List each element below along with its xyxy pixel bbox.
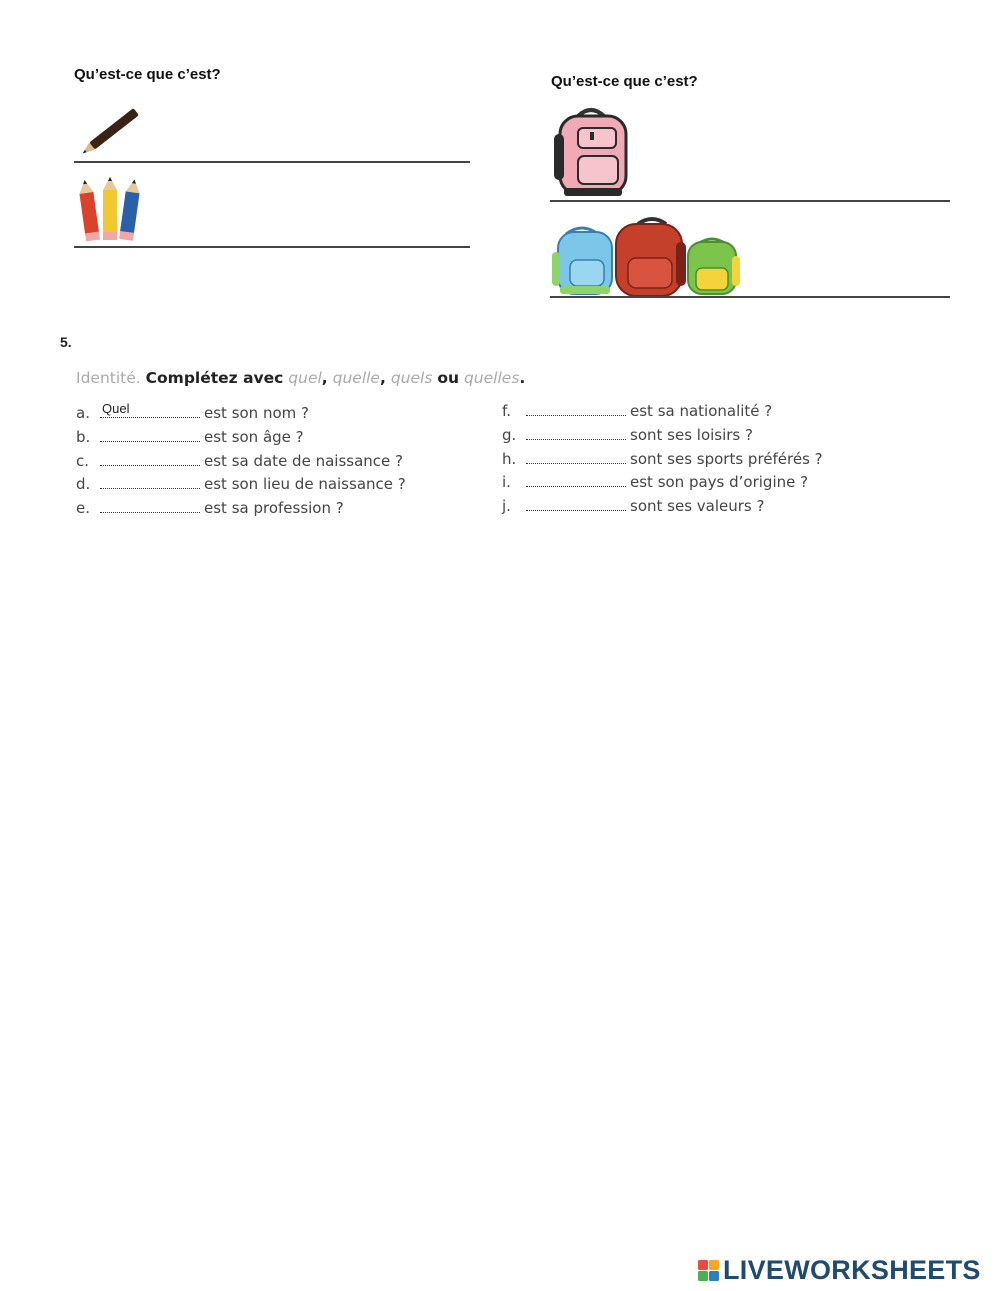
row-letter: h. [502, 450, 517, 468]
right-question-title: Qu’est-ce que c’est? [551, 73, 698, 90]
answer-input-pencil[interactable] [180, 132, 464, 158]
backpack-icon [550, 104, 632, 198]
answer-line [74, 246, 470, 248]
row-letter: j. [502, 497, 511, 515]
instruction-end: . [519, 369, 526, 387]
row-text: est sa nationalité ? [630, 402, 773, 420]
row-letter: e. [76, 499, 90, 517]
blank-field[interactable] [100, 498, 200, 513]
blank-field[interactable] [526, 401, 626, 416]
blank-field[interactable] [526, 425, 626, 440]
colored-pencils-icon [74, 176, 146, 244]
row-letter: i. [502, 473, 511, 491]
separator: , [379, 369, 386, 387]
left-question-title: Qu’est-ce que c’est? [74, 66, 221, 83]
answer-line [550, 296, 950, 298]
row-letter: b. [76, 428, 91, 446]
answer-input-backpack[interactable] [650, 170, 944, 196]
answer-line [74, 161, 470, 163]
row-text: est son âge ? [204, 428, 304, 446]
blank-fill: Quel [102, 401, 130, 416]
row-letter: d. [76, 475, 91, 493]
exercise-row-g [502, 425, 753, 444]
exercise-row-a [76, 403, 309, 422]
blank-field[interactable] [526, 449, 626, 464]
exercise-row-b [76, 427, 304, 446]
blank-field[interactable] [100, 474, 200, 489]
blank-field[interactable] [526, 472, 626, 487]
answer-input-backpacks[interactable] [750, 266, 944, 292]
logo-text: LIVEWORKSHEETS [723, 1255, 981, 1285]
exercise-row-j [502, 496, 764, 515]
blank-field[interactable] [100, 403, 200, 418]
row-letter: a. [76, 404, 90, 422]
exercise-row-c [76, 451, 403, 470]
exercise-row-f [502, 401, 772, 420]
word-quel: quel [288, 369, 322, 387]
word-quelle: quelle [332, 369, 380, 387]
liveworksheets-logo-icon [698, 1260, 720, 1282]
blank-field[interactable] [100, 427, 200, 442]
liveworksheets-logo [698, 1255, 981, 1286]
row-letter: c. [76, 452, 90, 470]
exercise-row-h [502, 449, 823, 468]
word-quelles: quelles [463, 369, 520, 387]
row-text: sont ses valeurs ? [630, 497, 765, 515]
row-letter: g. [502, 426, 517, 444]
word-ou: ou [437, 369, 460, 387]
row-text: est sa profession ? [204, 499, 344, 517]
pencil-icon [80, 100, 152, 156]
row-text: est sa date de naissance ? [204, 452, 403, 470]
blank-field[interactable] [526, 496, 626, 511]
backpacks-icon [552, 216, 742, 298]
row-text: est son lieu de naissance ? [204, 475, 406, 493]
exercise-instruction [76, 369, 525, 387]
answer-input-colored-pencils[interactable] [180, 217, 464, 243]
instruction-text: Complétez avec [145, 369, 284, 387]
exercise-row-i [502, 472, 808, 491]
row-text: sont ses loisirs ? [630, 426, 753, 444]
blank-field[interactable] [100, 451, 200, 466]
row-text: est son nom ? [204, 404, 309, 422]
word-quels: quels [390, 369, 433, 387]
exercise-row-e [76, 498, 344, 517]
row-text: sont ses sports préférés ? [630, 450, 823, 468]
row-text: est son pays d’origine ? [630, 473, 809, 491]
answer-line [550, 200, 950, 202]
instruction-label: Identité. [76, 369, 141, 387]
exercise-row-d [76, 474, 406, 493]
exercise-number: 5. [60, 334, 72, 350]
separator: , [321, 369, 328, 387]
row-letter: f. [502, 402, 511, 420]
